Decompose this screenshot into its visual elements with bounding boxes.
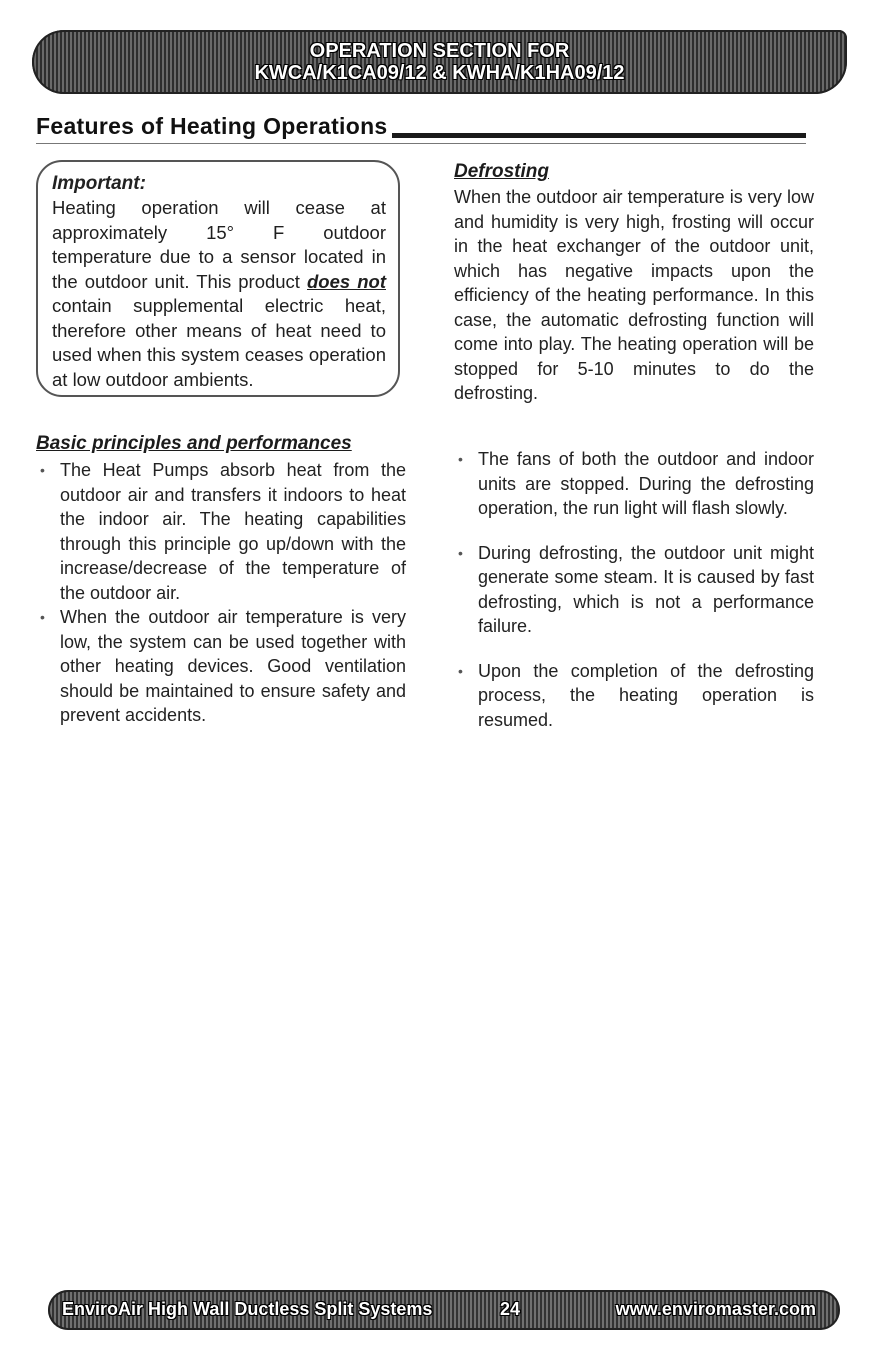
basic-principles-heading: Basic principles and performances [36, 433, 352, 454]
section-rule [392, 133, 806, 138]
important-label: Important: [52, 173, 146, 194]
footer-product-name: EnviroAir High Wall Ductless Split Systems [62, 1299, 433, 1319]
basic-principles-list [36, 458, 406, 728]
list-item: • The Heat Pumps absorb heat from the outdoor air and transfers it indoors to heat the indoor air. The heating capabilities through this principle go up/down with the increase/decrease of the temperature of the outdoor air. [36, 458, 406, 605]
defrosting-intro: When the outdoor air temperature is very low and humidity is very high, frosting will occur in the heat exchanger of the outdoor unit, which has negative impacts upon the efficiency of the heating performance. In this case, the automatic defrosting function will come into play. The heating operation will be stopped for 5-10 minutes to do the defrosting. [454, 187, 814, 403]
important-emphasis: does not [307, 270, 386, 292]
important-text-after: contain supplemental electric heat, therefore other means of heat need to used when this system ceases operation at low outdoor ambients. [52, 295, 386, 390]
divider [36, 143, 806, 144]
list-item: • During defrosting, the outdoor unit might generate some steam. It is caused by fast defrosting, which is not a performance failure. [454, 541, 814, 639]
important-notice [36, 160, 400, 397]
banner-line-2: KWCA/K1CA09/12 & KWHA/K1HA09/12 [254, 62, 625, 84]
footer-website: www.enviromaster.com [615, 1299, 816, 1319]
defrosting-heading: Defrosting [454, 161, 549, 182]
important-text-before: Heating operation will cease at approximately 15° F outdoor temperature due to a sensor located in the outdoor unit. This product [52, 197, 386, 292]
page-number: 24 [500, 1299, 521, 1319]
list-item: • Upon the completion of the defrosting process, the heating operation is resumed. [454, 659, 814, 733]
defrosting-list [454, 447, 814, 752]
section-title: Features of Heating Operations [36, 113, 388, 139]
banner-line-1: OPERATION SECTION FOR [309, 40, 570, 62]
banner-title [32, 40, 847, 84]
important-text [52, 196, 386, 392]
footer-banner [48, 1290, 840, 1330]
header-banner [32, 30, 847, 94]
list-item: • When the outdoor air temperature is very low, the system can be used together with other heating devices. Good ventilation should be maintained to ensure safety and prevent accidents. [36, 605, 406, 728]
section-heading [36, 110, 806, 140]
list-item: • The fans of both the outdoor and indoor units are stopped. During the defrosting operation, the run light will flash slowly. [454, 447, 814, 521]
